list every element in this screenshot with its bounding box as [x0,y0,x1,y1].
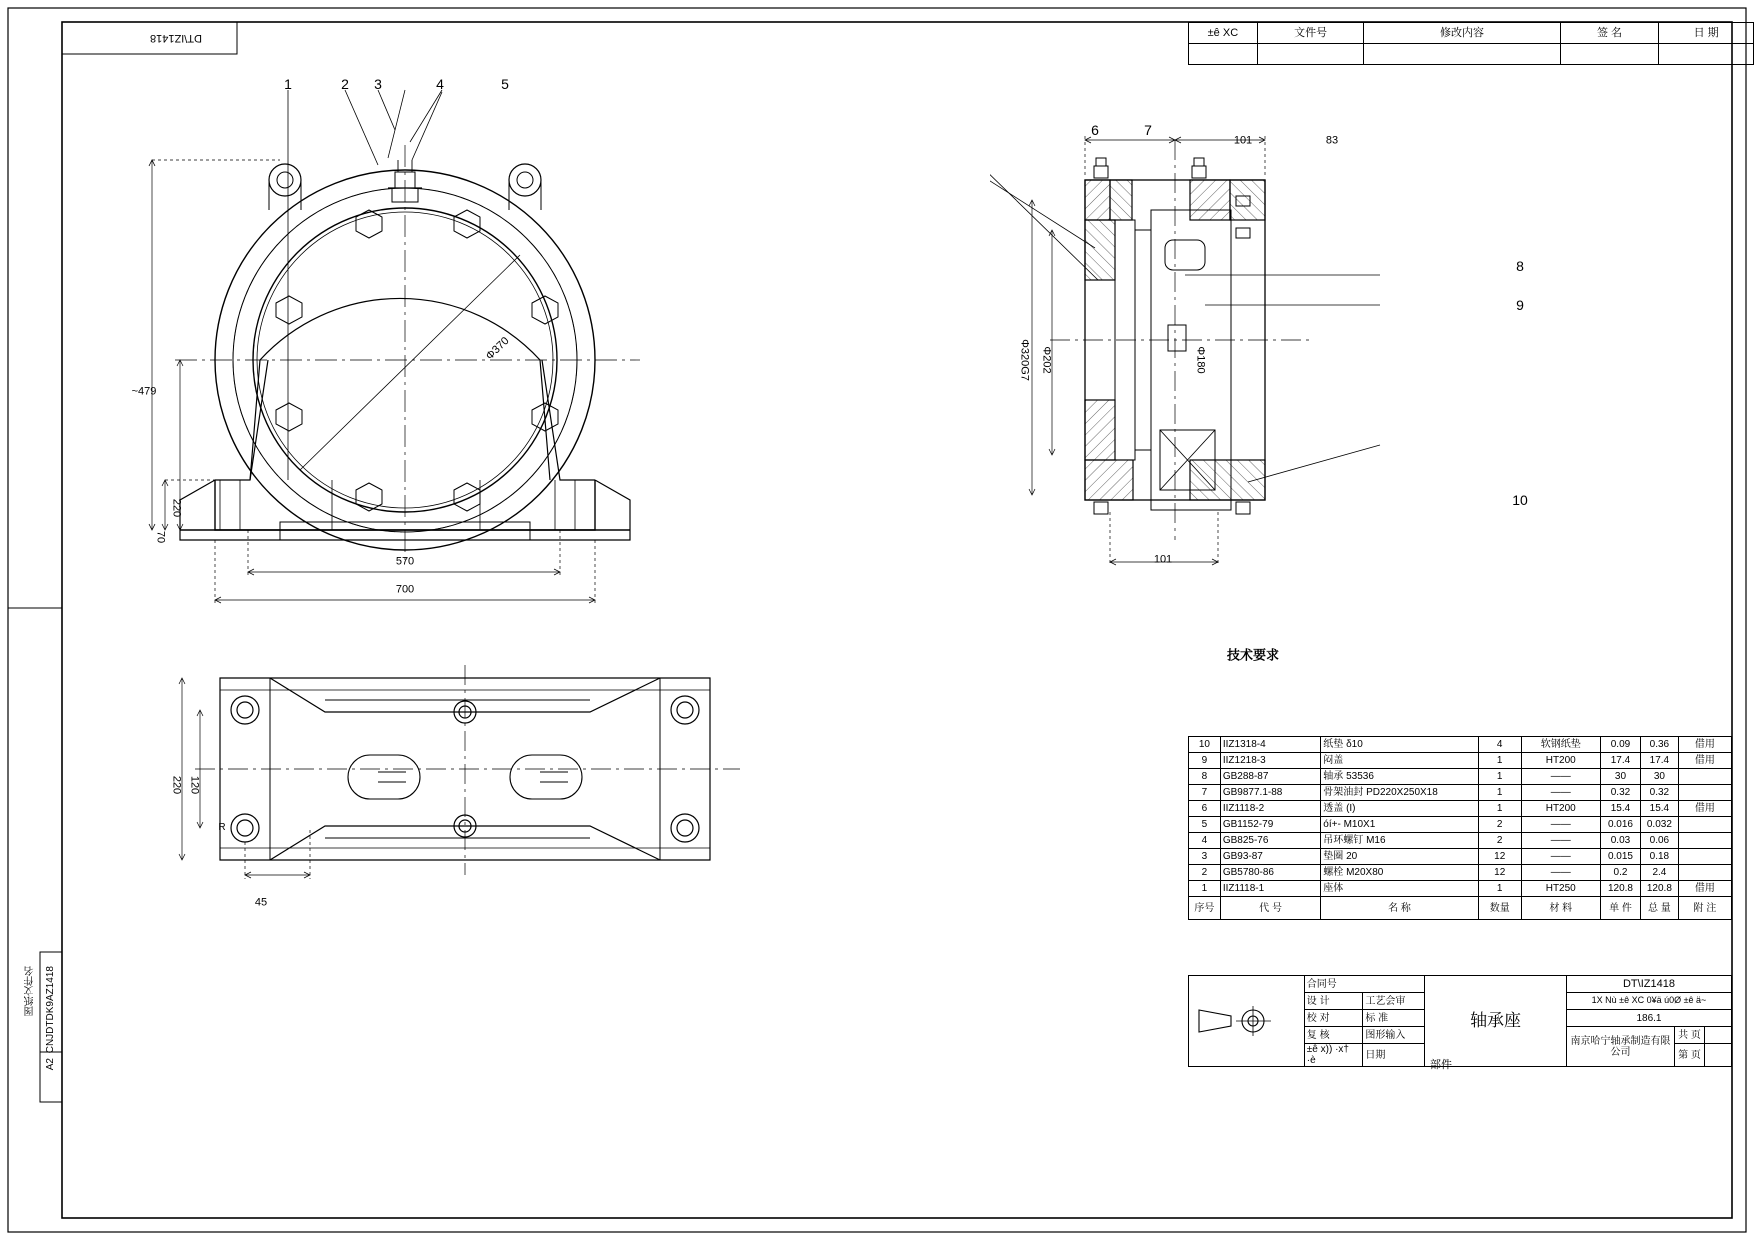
bom-cell-total: 0.36 [1641,737,1679,753]
bom-cell-total: 0.32 [1641,785,1679,801]
bom-row [1189,881,1732,897]
dim-base-length: 700 [395,583,415,596]
dim-width-right: 83 [1325,134,1339,147]
balloon-6: 6 [1091,122,1099,138]
dim-shaft-dia: Φ180 [1194,346,1207,374]
bom-row [1189,801,1732,817]
bom-cell-material: —— [1521,849,1600,865]
bom-cell-material: 软钢纸垫 [1521,737,1600,753]
dim-seal-dia: Φ202 [1040,346,1053,374]
title-block [1188,975,1732,1067]
bom-header-row [1189,897,1732,920]
dim-overall-height: ~479 [131,385,157,398]
bom-row [1189,737,1732,753]
bom-header-cell: 总 量 [1641,897,1679,920]
bom-cell-total: 17.4 [1641,753,1679,769]
bom-cell-name: 骨架油封 PD220X250X18 [1321,785,1479,801]
bom-cell-no: 5 [1189,817,1221,833]
rev-cell [1189,44,1258,65]
date-label: 日期 [1363,1044,1425,1067]
bom-cell-material: —— [1521,785,1600,801]
top-view [150,660,770,920]
bom-cell-remark [1678,833,1731,849]
part-name: 轴承座 [1425,976,1567,1067]
bom-cell-remark: 借用 [1678,801,1731,817]
technical-requirements-title: 技术要求 [1226,647,1280,663]
balloon-10: 10 [1512,492,1528,508]
rev-cell [1560,44,1659,65]
dim-center-height: 220 [170,498,183,518]
bom-cell-material: HT200 [1521,801,1600,817]
bom-cell-no: 2 [1189,865,1221,881]
bom-cell-remark [1678,769,1731,785]
bom-row [1189,769,1732,785]
bom-cell-remark [1678,785,1731,801]
bom-cell-no: 8 [1189,769,1221,785]
bom-cell-qty: 1 [1478,881,1521,897]
dim-base-height: 70 [154,530,167,544]
bom-cell-single: 0.32 [1600,785,1640,801]
first-angle-projection-icon [1191,1004,1291,1038]
rev-header-sign: 签 名 [1560,23,1659,44]
bom-row [1189,849,1732,865]
rev-header-date: 日 期 [1659,23,1754,44]
dim-slot-offset: 45 [254,896,268,909]
bom-header-cell: 单 件 [1600,897,1640,920]
balloon-9: 9 [1516,297,1524,313]
bom-cell-single: 0.2 [1600,865,1640,881]
bom-cell-single: 0.09 [1600,737,1640,753]
balloon-7: 7 [1144,122,1152,138]
bom-cell-remark: 借用 [1678,737,1731,753]
drawing-number: DT\IZ1418 [1566,976,1731,993]
approve-label: ±ê x)) ·x† ·è [1304,1044,1363,1067]
bom-cell-total: 15.4 [1641,801,1679,817]
bom-cell-no: 10 [1189,737,1221,753]
bom-cell-no: 6 [1189,801,1221,817]
bom-cell-qty: 1 [1478,769,1521,785]
bom-row [1189,785,1732,801]
bom-table [1188,736,1732,920]
bom-cell-name: 螺栓 M20X80 [1321,865,1479,881]
bom-cell-qty: 1 [1478,753,1521,769]
bom-cell-code: GB9877.1-88 [1220,785,1320,801]
dim-radius-note: R [218,822,226,833]
process-label: 工艺会审 [1363,993,1425,1010]
design-label: 设 计 [1304,993,1363,1010]
bom-cell-qty: 4 [1478,737,1521,753]
bom-cell-no: 9 [1189,753,1221,769]
bom-row [1189,817,1732,833]
bom-cell-qty: 12 [1478,865,1521,881]
sheet-format-label: A2 [45,1058,56,1071]
bom-header-cell: 名 称 [1321,897,1479,920]
bom-cell-name: 闷盖 [1321,753,1479,769]
check-label: 校 对 [1304,1010,1363,1027]
review-label: 复 核 [1304,1027,1363,1044]
weight-value: 186.1 [1566,1010,1731,1027]
bom-cell-qty: 2 [1478,817,1521,833]
balloon-3: 3 [374,76,382,92]
rev-header-docno: 文件号 [1257,23,1364,44]
company-name: 南京哈宁轴承制造有限公司 [1566,1027,1674,1067]
bom-cell-no: 7 [1189,785,1221,801]
bom-cell-material: —— [1521,769,1600,785]
bom-cell-code: GB288-87 [1220,769,1320,785]
dim-bolt-span: 570 [395,555,415,568]
bom-cell-total: 2.4 [1641,865,1679,881]
balloon-1: 1 [284,76,292,92]
bom-cell-code: GB1152-79 [1220,817,1320,833]
assembly-label: 部件 [1430,1059,1452,1071]
bom-cell-single: 0.015 [1600,849,1640,865]
bom-cell-no: 1 [1189,881,1221,897]
sheet-no-label: 第 页 [1675,1044,1705,1067]
bom-cell-single: 0.03 [1600,833,1640,849]
bom-cell-code: GB93-87 [1220,849,1320,865]
bom-cell-total: 0.032 [1641,817,1679,833]
bom-cell-code: IIZ1118-1 [1220,881,1320,897]
sheet-filename-label: 图纸文件名 [25,966,36,1016]
bom-cell-total: 30 [1641,769,1679,785]
bom-header-cell: 代 号 [1220,897,1320,920]
bom-cell-material: HT250 [1521,881,1600,897]
bom-row [1189,753,1732,769]
section-view [990,100,1430,620]
balloon-8: 8 [1516,258,1524,274]
scale-row: 1X Nù ±ê XC 0¥ä ú0Ø ±ê ä~ [1566,993,1731,1010]
bom-cell-material: —— [1521,865,1600,881]
rev-cell [1257,44,1364,65]
rev-header-mark: ±ê XC [1189,23,1258,44]
bom-cell-code: GB825-76 [1220,833,1320,849]
bom-cell-name: 纸垫 δ10 [1321,737,1479,753]
bom-cell-total: 120.8 [1641,881,1679,897]
bom-cell-remark: 借用 [1678,753,1731,769]
dim-width-left: 101 [1233,134,1253,147]
bom-cell-single: 120.8 [1600,881,1640,897]
balloon-2: 2 [341,76,349,92]
bom-cell-no: 3 [1189,849,1221,865]
bom-cell-name: 座体 [1321,881,1479,897]
rev-cell [1659,44,1754,65]
dim-base-width: 220 [170,775,183,795]
bom-cell-total: 0.06 [1641,833,1679,849]
bom-cell-code: GB5780-86 [1220,865,1320,881]
dim-bottom-width: 101 [1153,553,1173,566]
bom-cell-single: 0.016 [1600,817,1640,833]
balloon-4: 4 [436,76,444,92]
bom-row [1189,865,1732,881]
bom-cell-code: IIZ1118-2 [1220,801,1320,817]
bom-header-cell: 材 料 [1521,897,1600,920]
rev-header-content: 修改内容 [1364,23,1560,44]
bom-cell-code: IIZ1218-3 [1220,753,1320,769]
bom-cell-remark: 借用 [1678,881,1731,897]
sheet-filename-code: CNJDTDK9AZ1418 [45,966,56,1054]
bom-cell-total: 0.18 [1641,849,1679,865]
bom-header-cell: 附 注 [1678,897,1731,920]
bom-cell-name: 透盖 (I) [1321,801,1479,817]
bom-header-cell: 数量 [1478,897,1521,920]
projection-symbol [1189,976,1305,1067]
bom-cell-qty: 2 [1478,833,1521,849]
balloon-5: 5 [501,76,509,92]
revision-table [1188,22,1754,65]
standard-label: 标 准 [1363,1010,1425,1027]
bom-row [1189,833,1732,849]
bom-cell-qty: 1 [1478,801,1521,817]
bom-cell-remark [1678,849,1731,865]
bom-cell-qty: 1 [1478,785,1521,801]
bom-cell-qty: 12 [1478,849,1521,865]
bom-cell-material: HT200 [1521,753,1600,769]
bom-cell-name: 吊环螺钉 M16 [1321,833,1479,849]
bom-header-cell: 序号 [1189,897,1221,920]
bom-cell-name: óí+- M10X1 [1321,817,1479,833]
bom-cell-material: —— [1521,833,1600,849]
bom-cell-remark [1678,817,1731,833]
bom-cell-no: 4 [1189,833,1221,849]
dim-outer-dia: Φ320G7 [1018,339,1031,381]
sheet-top-left-code: DT\IZ1418 [150,32,202,44]
contract-no-label: 合同号 [1304,976,1424,993]
dim-bore-circle: Φ370 [483,334,512,363]
bom-cell-name: 垫圈 20 [1321,849,1479,865]
bom-cell-single: 30 [1600,769,1640,785]
bom-cell-name: 轴承 53536 [1321,769,1479,785]
dim-bolt-width: 120 [188,775,201,795]
bom-cell-single: 17.4 [1600,753,1640,769]
bom-cell-single: 15.4 [1600,801,1640,817]
sheet-total-label: 共 页 [1675,1027,1705,1044]
bom-cell-code: IIZ1318-4 [1220,737,1320,753]
bom-cell-material: —— [1521,817,1600,833]
graphic-input-label: 图形输入 [1363,1027,1425,1044]
front-view [120,60,840,640]
bom-cell-remark [1678,865,1731,881]
rev-cell [1364,44,1560,65]
